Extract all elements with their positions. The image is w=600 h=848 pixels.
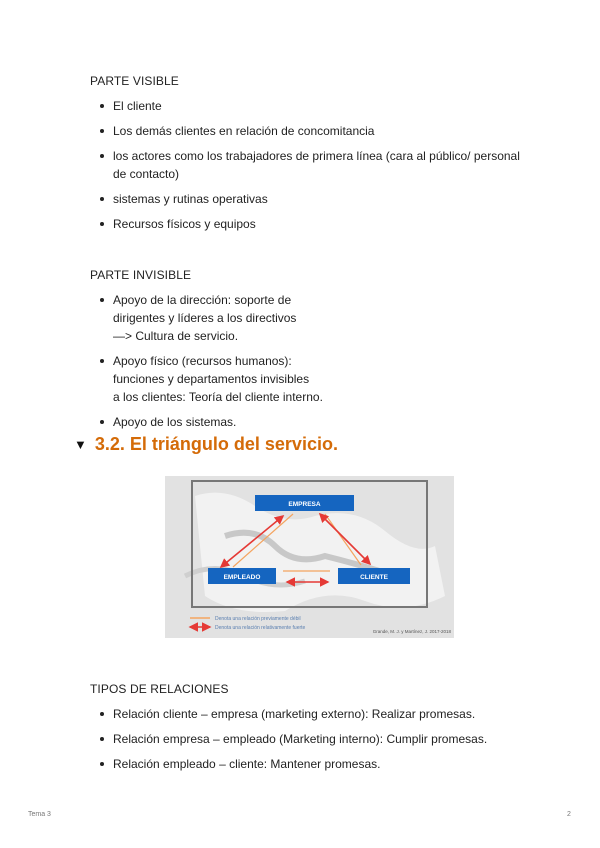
empresa-label: EMPRESA	[288, 501, 321, 508]
service-triangle-diagram	[165, 476, 454, 638]
list-item: El cliente	[100, 97, 520, 115]
heading-tipos-relaciones: TIPOS DE RELACIONES	[90, 682, 229, 696]
relations-list	[100, 705, 487, 773]
page-number: 2	[567, 811, 571, 818]
list-item: Recursos físicos y equipos	[100, 215, 520, 233]
heading-parte-visible: PARTE VISIBLE	[90, 74, 179, 88]
collapse-toggle-icon[interactable]: ▼	[74, 437, 87, 452]
list-item: Relación empleado – cliente: Mantener promesas.	[100, 755, 487, 773]
service-triangle-figure	[165, 476, 454, 638]
list-item: Los demás clientes en relación de concomitancia	[100, 122, 520, 140]
footer-chapter: Tema 3	[28, 811, 51, 818]
cliente-label: CLIENTE	[360, 574, 388, 581]
section-title-text: 3.2. El triángulo del servicio.	[94, 434, 338, 454]
list-item: Apoyo de los sistemas.	[100, 413, 323, 431]
visible-list	[100, 97, 520, 233]
legend-weak-text: Denota una relación previamente débil	[215, 616, 301, 622]
invisible-list	[100, 291, 323, 431]
legend-strong-text: Denota una relación relativamente fuerte	[215, 625, 306, 631]
list-item: Relación empresa – empleado (Marketing interno): Cumplir promesas.	[100, 730, 487, 748]
section-heading[interactable]	[74, 434, 338, 455]
empleado-label: EMPLEADO	[223, 574, 261, 581]
list-item: los actores como los trabajadores de primera línea (cara al público/ personal de contacto)	[100, 147, 520, 183]
figure-source: Grande, M. J. y Martínez, J. 2017-2018	[372, 629, 451, 634]
list-item: sistemas y rutinas operativas	[100, 190, 520, 208]
list-item: Apoyo físico (recursos humanos): funciones y departamentos invisibles a los clientes: Teoría del cliente interno.	[100, 352, 323, 406]
list-item: Relación cliente – empresa (marketing externo): Realizar promesas.	[100, 705, 487, 723]
heading-parte-invisible: PARTE INVISIBLE	[90, 268, 192, 282]
list-item: Apoyo de la dirección: soporte de dirigentes y líderes a los directivos —> Cultura de servicio.	[100, 291, 323, 345]
